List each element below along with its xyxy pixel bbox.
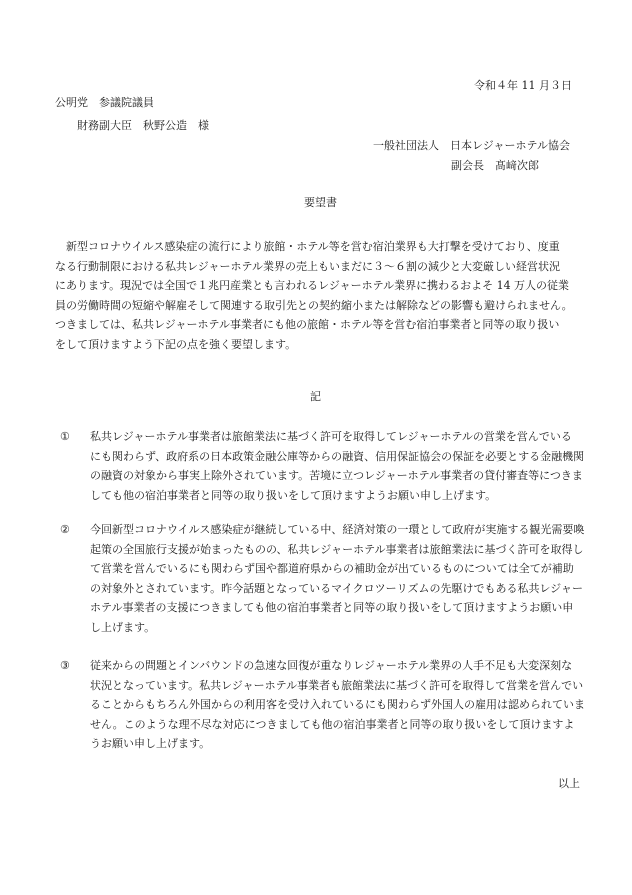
recipient-party: 公明党 参議院議員 xyxy=(55,96,154,109)
intro-line: 新型コロナウイルス感染症の流行により旅館・ホテル等を営む宿泊業界も大打撃を受けており、度重 xyxy=(66,240,560,253)
sender-organization: 一般社団法人 日本レジャーホテル協会 xyxy=(373,139,570,152)
item-line: 私共レジャーホテル事業者は旅館業法に基づく許可を取得してレジャーホテルの営業を営んでいる xyxy=(90,430,572,443)
item-number: ① xyxy=(60,430,70,443)
recipient-name: 財務副大臣 秋野公造 様 xyxy=(77,119,209,132)
intro-line: つきましては、私共レジャーホテル事業者にも他の旅館・ホテル等を営む宿泊事業者と同等の取り扱い xyxy=(55,318,560,331)
intro-line: にあります。現況では全国で１兆円産業とも言われるレジャーホテル業界に携わるおよそ 14 万人の従業 xyxy=(55,279,570,292)
item-line: しても他の宿泊事業者と同等の取り扱いをして頂けますようお願い申し上げます。 xyxy=(90,488,497,502)
item-line: て営業を営んでいるにも関わらず国や都道府県からの補助金が出ているものについては全てが補助 xyxy=(90,562,574,575)
item-line: ることからもちろん外国からの利用客を受け入れているにも関わらず外国人の雇用は認められていま xyxy=(90,698,585,711)
intro-paragraph xyxy=(55,237,573,354)
sender-name: 副会長 髙﨑次郎 xyxy=(451,159,539,172)
item-line: 今回新型コロナウイルス感染症が継続している中、経済対策の一環として政府が実施する観光需要喚 xyxy=(90,523,585,536)
item-line: うお願い申し上げます。 xyxy=(90,737,211,750)
document-title: 要望書 xyxy=(304,196,337,209)
item-number: ③ xyxy=(60,659,70,672)
item-line: にも関わらず、政府系の日本政策金融公庫等からの融資、信用保証協会の保証を必要とする金融機関 xyxy=(90,449,585,463)
item-number: ② xyxy=(60,523,70,536)
item-line: ホテル事業者の支援につきましても他の宿泊事業者と同等の取り扱いをして頂けますようお願い申 xyxy=(90,601,574,614)
item-line: せん。このような理不尽な対応につきましても他の宿泊事業者と同等の取り扱いをして頂けますよ xyxy=(90,717,575,731)
ki-heading: 記 xyxy=(310,390,321,403)
item-line: の対象外とされています。昨今話題となっているマイクロツーリズムの先駆けでもある私共レジャー xyxy=(90,581,583,595)
item-line: の融資の対象から事実上除外されています。苦境に立つレジャーホテル事業者の貸付審査等につきま xyxy=(90,469,583,482)
item-line: 起策の全国旅行支援が始まったものの、私共レジャーホテル事業者は旅館業法に基づく許可を取得し xyxy=(90,542,584,556)
date-line: 令和４年 11 月３日 xyxy=(474,79,572,92)
intro-line: なる行動制限における私共レジャーホテル業界の売上もいまだに３～６割の減少と大変厳しい経営状況 xyxy=(55,259,560,273)
item-line: 状況となっています。私共レジャーホテル事業者も旅館業法に基づく許可を取得して営業を営んでい xyxy=(90,678,584,692)
closing-ijou: 以上 xyxy=(558,777,580,790)
item-line: 従来からの問題とインバウンドの急速な回復が重なりレジャーホテル業界の人手不足も大変深刻な xyxy=(90,659,573,672)
intro-line: 員の労働時間の短縮や解雇そして関連する取引先との契約縮小または解除などの影響も避けられません。 xyxy=(55,298,573,312)
intro-line: をして頂けますよう下記の点を強く要望します。 xyxy=(55,337,297,351)
item-line: し上げます。 xyxy=(90,620,156,634)
